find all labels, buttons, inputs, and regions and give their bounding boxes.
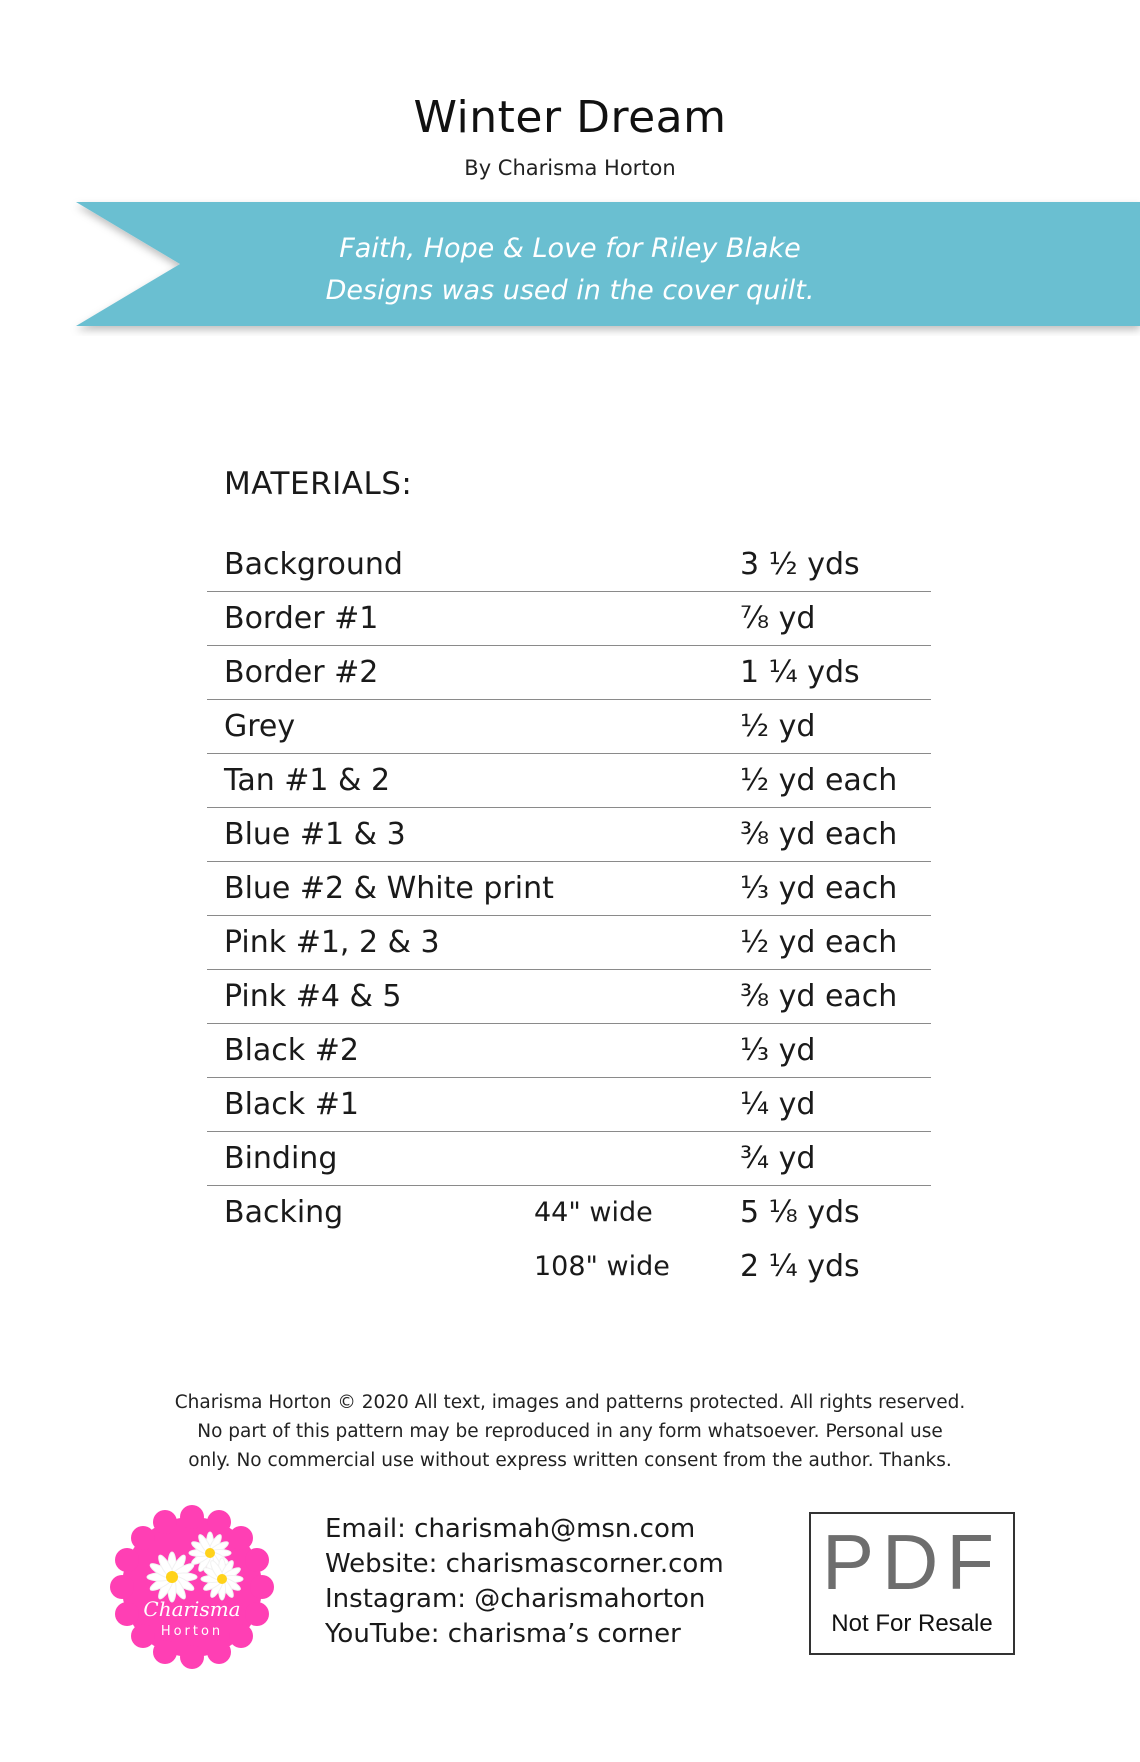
material-name: Tan #1 & 2 [224,763,391,798]
material-qty: ½ yd each [740,925,898,960]
materials-row [207,592,931,646]
material-qty: ⅜ yd each [740,979,898,1014]
materials-row [207,808,931,862]
material-name: Black #1 [224,1087,359,1122]
materials-row [207,1078,931,1132]
contact-website: Website: charismascorner.com [325,1549,724,1579]
material-qty: ⅜ yd each [740,817,898,852]
material-name: Blue #2 & White print [224,871,554,906]
material-qty: ¼ yd [740,1087,816,1122]
materials-row [207,916,931,970]
material-width: 108" wide [534,1251,670,1282]
banner-text [120,228,1020,312]
material-qty: 1 ¼ yds [740,655,860,690]
materials-row [207,1024,931,1078]
materials-row [207,862,931,916]
material-qty: ⅞ yd [740,601,816,636]
contact-youtube: YouTube: charisma’s corner [325,1619,681,1649]
page-title: Winter Dream [413,92,727,143]
materials-row [207,1240,931,1294]
materials-row [207,538,931,592]
material-name: Black #2 [224,1033,359,1068]
banner-line-1: Faith, Hope & Love for Riley Blake [339,233,801,264]
copyright-line: only. No commercial use without express written consent from the author. Thanks. [188,1450,952,1471]
material-name: Pink #1, 2 & 3 [224,925,440,960]
material-name: Backing [224,1195,344,1230]
material-qty: 3 ½ yds [740,547,860,582]
material-qty: ¾ yd [740,1141,816,1176]
charisma-horton-logo [110,1505,274,1669]
author-byline: By Charisma Horton [464,156,676,180]
material-qty: 5 ⅛ yds [740,1195,860,1230]
logo-text-charisma: Charisma [143,1597,241,1621]
materials-row [207,700,931,754]
materials-table [207,538,931,1294]
banner-line-2: Designs was used in the cover quilt. [325,275,815,306]
material-qty: ⅓ yd each [740,871,898,906]
copyright-notice [0,1388,1140,1475]
material-name: Blue #1 & 3 [224,817,406,852]
material-name: Border #1 [224,601,379,636]
materials-row [207,970,931,1024]
material-qty: 2 ¼ yds [740,1249,860,1284]
contact-info [325,1512,724,1652]
materials-row [207,754,931,808]
material-name: Border #2 [224,655,379,690]
material-qty: ½ yd [740,709,816,744]
copyright-line: Charisma Horton © 2020 All text, images and patterns protected. All rights reserved. [174,1392,966,1413]
material-name: Pink #4 & 5 [224,979,402,1014]
pdf-not-for-resale-badge [809,1512,1015,1655]
material-width: 44" wide [534,1197,653,1228]
material-qty: ½ yd each [740,763,898,798]
copyright-line: No part of this pattern may be reproduced in any form whatsoever. Personal use [197,1421,943,1442]
material-name: Grey [224,709,296,744]
materials-row [207,1132,931,1186]
material-name: Background [224,547,403,582]
material-qty: ⅓ yd [740,1033,816,1068]
material-name: Binding [224,1141,338,1176]
logo-text-horton: Horton [160,1624,224,1639]
contact-email: Email: charismah@msn.com [325,1514,696,1544]
materials-heading: MATERIALS: [224,466,413,502]
materials-row [207,1186,931,1240]
pdf-label: PDF [822,1518,1002,1606]
not-for-resale-label: Not For Resale [831,1610,993,1637]
materials-row [207,646,931,700]
contact-instagram: Instagram: @charismahorton [325,1584,706,1614]
